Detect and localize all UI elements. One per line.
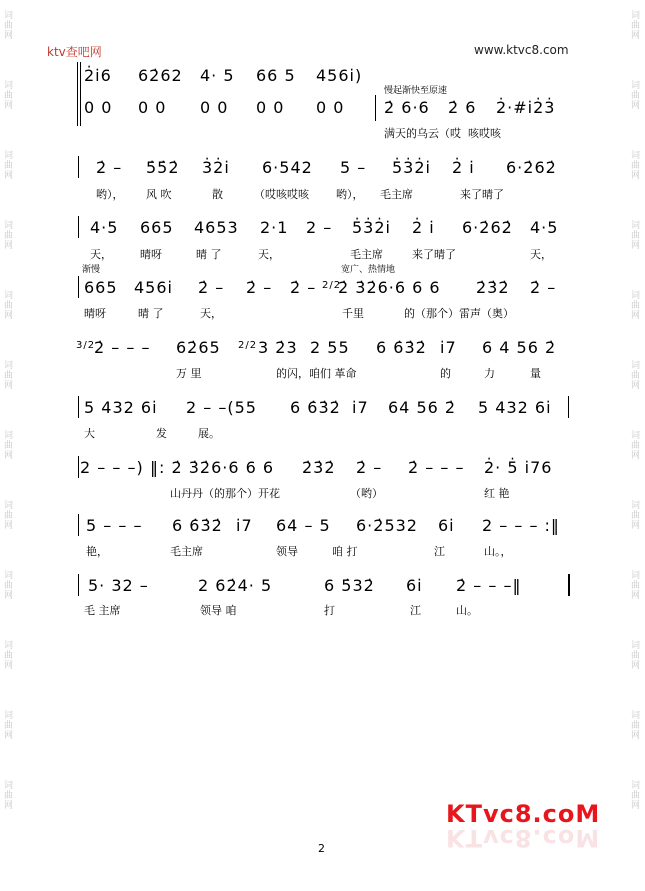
lyric-text: 打 <box>324 604 335 617</box>
note-group: 64 – 5 <box>276 516 331 535</box>
note-group: 665 <box>84 278 118 297</box>
tempo-mark: 慢起渐快至原速 <box>384 86 448 96</box>
note-group: 2̇ i̇ <box>412 218 435 237</box>
watermark-text: 词曲网 <box>2 710 12 740</box>
note-group: 2 – –(55 <box>186 398 257 417</box>
score-row <box>0 516 645 538</box>
score-row <box>0 338 645 360</box>
site-name-left[interactable]: ktv查吧网 <box>47 45 102 59</box>
lyric-text: 咱 打 <box>332 545 358 558</box>
note-group: 6·2̇62̇ <box>506 158 557 177</box>
lyric-text: 力 <box>484 367 495 380</box>
lyric-text: 江 <box>410 604 421 617</box>
score-row <box>0 158 645 180</box>
lyric-row <box>0 425 645 439</box>
lyric-row <box>0 602 645 616</box>
watermark-text: 词曲网 <box>629 500 639 530</box>
score-row <box>0 66 645 88</box>
note-group: 5 432 6i̇ <box>84 398 158 417</box>
note-group: 6 6̇3̇2̇ <box>172 516 223 535</box>
note-group: 5 432 6i̇ <box>478 398 552 417</box>
note-group: 2̇ i̇ <box>452 158 475 177</box>
lyric-text: 江 <box>434 545 445 558</box>
note-group: 0 0 <box>200 98 229 117</box>
barline <box>80 62 81 126</box>
site-logo[interactable] <box>446 800 601 860</box>
watermark-text: 词曲网 <box>629 570 639 600</box>
note-group: 4·5 <box>530 218 559 237</box>
note-group: 2̇ 3̇2̇6·6 6 6 <box>338 278 441 297</box>
watermark-text: 词曲网 <box>629 150 639 180</box>
lyric-text: 毛主席 <box>350 248 383 261</box>
watermark-text: 词曲网 <box>629 640 639 670</box>
lyric-text: 哟）， <box>96 188 124 201</box>
note-group: 6·2̇532 <box>356 516 418 535</box>
barline <box>78 456 79 478</box>
note-group: ‖: 2̇ 3̇2̇6·6 6 6 <box>150 458 275 477</box>
note-group: 2̇ – <box>356 458 383 477</box>
lyric-text: 晴 了 <box>196 248 222 261</box>
site-url-right[interactable]: www.ktvc8.com <box>474 43 569 57</box>
final-barline <box>568 574 570 596</box>
lyric-text: 天， <box>258 248 280 261</box>
note-group: 2 62̇4· 5 <box>198 576 273 595</box>
tempo-mark: 宽广、热情地 <box>341 265 396 275</box>
watermark-text: 词曲网 <box>2 360 12 390</box>
note-group: 2 55 <box>310 338 350 357</box>
lyric-text: 艳， <box>86 545 108 558</box>
note-group: 6 6̇3̇2̇ <box>290 398 341 417</box>
lyric-text: 天， <box>530 248 552 261</box>
watermark-text: 词曲网 <box>2 780 12 810</box>
lyric-text: 散 <box>212 188 223 201</box>
lyric-text: 量 <box>530 367 541 380</box>
note-group: 4653 <box>194 218 239 237</box>
barline <box>78 574 79 596</box>
note-group: 2̇ 6·6 <box>384 98 430 117</box>
lyric-text: 来了晴了 <box>412 248 456 261</box>
watermark-text: 词曲网 <box>2 290 12 320</box>
tempo-mark: 渐慢 <box>82 265 101 275</box>
lyric-row <box>0 246 645 260</box>
score-row <box>0 398 645 420</box>
score-row <box>0 278 645 300</box>
watermark-text: 词曲网 <box>2 220 12 250</box>
note-group: 2̇ – <box>530 278 557 297</box>
barline <box>78 276 79 298</box>
logo-text: KTvc8.coM <box>446 800 601 828</box>
note-group: 4· 5 <box>200 66 235 85</box>
note-group: 2·1 <box>260 218 289 237</box>
note-group: 6 5̇32̇ <box>324 576 375 595</box>
note-group: 6·2̇62̇ <box>462 218 513 237</box>
watermark-text: 词曲网 <box>629 220 639 250</box>
lyric-text: 万 里 <box>176 367 202 380</box>
note-group: 2̇ – <box>96 158 123 177</box>
lyric-row <box>0 543 645 557</box>
note-group: 2 – – –) <box>80 458 144 477</box>
lyric-text: 领导 <box>276 545 298 558</box>
note-group: 2̇3̇2̇ <box>476 278 510 297</box>
lyric-text: 大 <box>84 427 95 440</box>
note-group: 665 <box>140 218 174 237</box>
watermark-text: 词曲网 <box>629 80 639 110</box>
note-group: 2̇ 6 <box>448 98 477 117</box>
note-group: 2̇i̇6 <box>84 66 112 85</box>
lyric-text: 山。， <box>484 545 512 558</box>
note-group: 4·5 <box>90 218 119 237</box>
watermark-text: 词曲网 <box>2 570 12 600</box>
note-group: 5̇3̇2̇i̇ <box>392 158 431 177</box>
lyric-row <box>0 305 645 319</box>
watermark-text: 词曲网 <box>2 80 12 110</box>
note-group: 2̇ – <box>290 278 317 297</box>
note-group: 3 2̇3 <box>258 338 298 357</box>
note-group: 0 0 <box>256 98 285 117</box>
score-row <box>0 98 645 120</box>
note-group: 3̇2̇i̇ <box>202 158 230 177</box>
time-signature: 3/2 <box>76 340 96 351</box>
note-group: i̇7 <box>352 398 369 417</box>
note-group: 62̇62 <box>138 66 183 85</box>
lyric-text: 哟）， <box>336 188 364 201</box>
note-group: 5· 32 – <box>88 576 149 595</box>
lyric-row <box>0 485 645 499</box>
note-group: 2̇·#i̇2̇3̇ <box>496 98 556 117</box>
lyric-text: 毛主席 <box>170 545 203 558</box>
note-group: 6i̇ <box>406 576 423 595</box>
lyric-text: 的 <box>440 367 451 380</box>
lyric-text: 发 <box>156 427 167 440</box>
lyric-text: 风 吹 <box>146 188 172 201</box>
note-group: i̇7 <box>236 516 253 535</box>
note-group: 2̇ – <box>198 278 225 297</box>
lyric-text: 展。 <box>198 427 220 440</box>
lyric-text: 满天的乌云（哎 咳哎咳 <box>384 127 501 140</box>
note-group: 0 0 <box>138 98 167 117</box>
logo-reflection: KTvc8.coM <box>446 824 601 852</box>
note-group: 5 – – – <box>86 516 143 535</box>
lyric-text: 来了晴了 <box>460 188 504 201</box>
lyric-text: 晴呀 <box>140 248 162 261</box>
page-number: 2 <box>318 842 325 855</box>
watermark-text: 词曲网 <box>2 10 12 40</box>
lyric-text: 山丹丹（的那个）开花 <box>170 487 280 500</box>
note-group: 5̇5̇2̇ <box>146 158 180 177</box>
lyric-text: 天， <box>90 248 112 261</box>
lyric-row <box>0 365 645 379</box>
note-group: 2̇3̇2̇ <box>302 458 336 477</box>
note-group: 6i̇ <box>438 516 455 535</box>
note-group: 5 – <box>340 158 367 177</box>
watermark-text: 词曲网 <box>2 150 12 180</box>
watermark-text: 词曲网 <box>2 640 12 670</box>
barline <box>78 396 79 418</box>
note-group: 0 0 <box>316 98 345 117</box>
time-signature: 2/2 <box>322 280 342 291</box>
lyric-text: 晴呀 <box>84 307 106 320</box>
note-group: 2̇ – – –‖ <box>456 576 522 595</box>
note-group: 5̇3̇2̇i̇ <box>352 218 391 237</box>
watermark-text: 词曲网 <box>629 710 639 740</box>
lyric-text: （哎咳哎咳 <box>254 188 309 201</box>
note-group: 2̇· 5̇ i̇76 <box>484 458 553 477</box>
watermark-text: 词曲网 <box>629 10 639 40</box>
lyric-text: 毛 主席 <box>84 604 121 617</box>
note-group: 2 – – – :‖ <box>482 516 560 535</box>
watermark-text: 词曲网 <box>2 500 12 530</box>
lyric-text: 红 艳 <box>484 487 510 500</box>
note-group: 2̇ – – – <box>408 458 465 477</box>
lyric-text: 领导 咱 <box>200 604 237 617</box>
note-group: 2̇ – – – <box>94 338 151 357</box>
note-group: 2 – <box>306 218 333 237</box>
note-group: i̇7 <box>440 338 457 357</box>
lyric-text: 晴 了 <box>138 307 164 320</box>
note-group: 0 0 <box>84 98 113 117</box>
lyric-text: 的（那个）雷声（奥） <box>404 307 514 320</box>
barline <box>78 514 79 536</box>
lyric-text: 山。 <box>456 604 478 617</box>
note-group: 64 56 2̇ <box>388 398 457 417</box>
note-group: 62̇65 <box>176 338 221 357</box>
lyric-row <box>0 125 645 139</box>
note-group: 6 4 56 2̇ <box>482 338 557 357</box>
barline <box>78 216 79 238</box>
score-row <box>0 576 645 598</box>
barline <box>77 62 78 126</box>
time-signature: 2/2 <box>238 340 258 351</box>
score-row <box>0 218 645 240</box>
barline <box>375 95 376 121</box>
note-group: 6·542 <box>262 158 313 177</box>
note-group: 6 6̇3̇2̇ <box>376 338 427 357</box>
lyric-text: （哟） <box>350 487 383 500</box>
note-group: 2̇ – <box>246 278 273 297</box>
lyric-text: 毛主席 <box>380 188 413 201</box>
lyric-text: 天， <box>200 307 222 320</box>
score-row <box>0 458 645 480</box>
note-group: 456i̇) <box>316 66 363 85</box>
watermark-text: 词曲网 <box>629 360 639 390</box>
watermark-text: 词曲网 <box>629 290 639 320</box>
barline <box>78 156 79 178</box>
watermark-text: 词曲网 <box>629 430 639 460</box>
lyric-text: 的闪，咱们 革命 <box>276 367 357 380</box>
note-group: 66 5 <box>256 66 296 85</box>
lyric-text: 千里 <box>342 307 364 320</box>
barline <box>568 396 569 418</box>
watermark-text: 词曲网 <box>629 780 639 810</box>
watermark-text: 词曲网 <box>2 430 12 460</box>
lyric-row <box>0 186 645 200</box>
note-group: 456i̇ <box>134 278 173 297</box>
